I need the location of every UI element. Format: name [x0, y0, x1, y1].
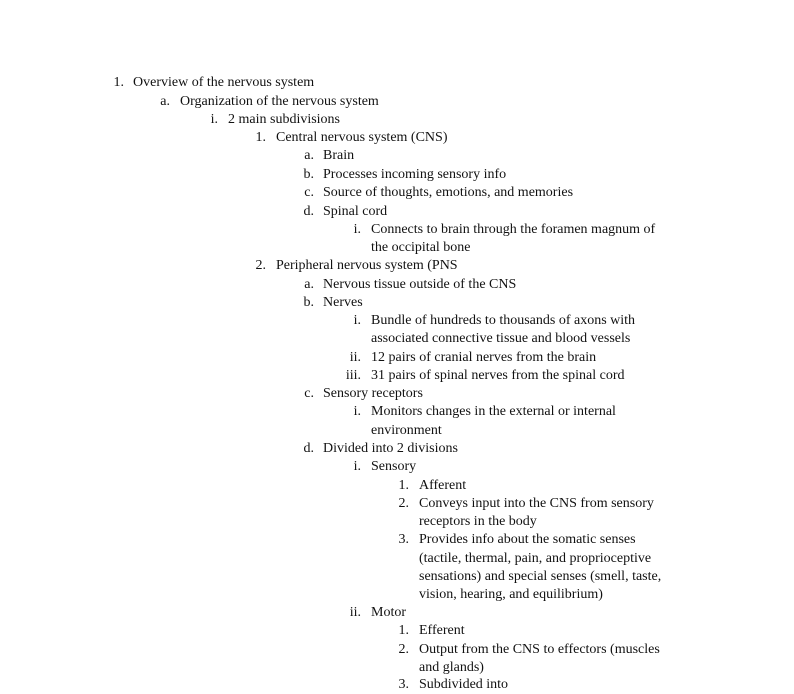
outline-text: Conveys input into the CNS from sensory [419, 496, 654, 511]
outline-text: vision, hearing, and equilibrium) [419, 587, 603, 602]
list-marker: 1. [398, 623, 409, 638]
outline-text: Monitors changes in the external or internal [371, 404, 616, 419]
outline-text: Output from the CNS to effectors (muscles [419, 642, 660, 657]
list-marker: i. [353, 222, 361, 237]
outline-text: Overview of the nervous system [133, 75, 315, 90]
outline-text: Organization of the nervous system [180, 94, 379, 109]
list-marker: b. [303, 167, 314, 182]
outline-text: associated connective tissue and blood vessels [371, 331, 631, 346]
outline-text: Processes incoming sensory info [323, 167, 507, 182]
list-marker: i. [353, 459, 361, 474]
list-marker: d. [303, 204, 314, 219]
list-marker: 3. [398, 532, 409, 547]
list-marker: 1. [255, 130, 266, 145]
outline-text: receptors in the body [419, 514, 537, 529]
list-marker: ii. [349, 350, 361, 365]
outline-text: the occipital bone [371, 240, 471, 255]
outline-text: Subdivided into [419, 677, 509, 692]
list-marker: ii. [349, 605, 361, 620]
outline-text: 12 pairs of cranial nerves from the brain [371, 350, 597, 365]
list-marker: a. [160, 94, 170, 109]
outline-text: Divided into 2 divisions [323, 441, 458, 456]
outline-text: Source of thoughts, emotions, and memories [323, 185, 574, 200]
outline-text: sensations) and special senses (smell, taste, [419, 569, 662, 584]
list-marker: 3. [398, 677, 409, 692]
outline-text: environment [371, 423, 442, 438]
outline-text: Provides info about the somatic senses [419, 532, 636, 547]
list-marker: 2. [398, 642, 409, 657]
list-marker: b. [303, 295, 314, 310]
list-marker: d. [303, 441, 314, 456]
outline-text: Motor [371, 605, 406, 620]
outline-text: Spinal cord [323, 204, 388, 219]
outline-text: Peripheral nervous system (PNS [276, 258, 458, 273]
list-marker: i. [353, 313, 361, 328]
list-marker: iii. [345, 368, 361, 383]
list-marker: 1. [113, 75, 124, 90]
list-marker: a. [304, 148, 314, 163]
outline-text: Sensory receptors [323, 386, 423, 401]
list-marker: 1. [398, 478, 409, 493]
outline-text: Brain [323, 148, 355, 163]
list-marker: i. [353, 404, 361, 419]
outline-text: 2 main subdivisions [228, 112, 341, 127]
list-marker: i. [210, 112, 218, 127]
outline-text: Afferent [419, 478, 467, 493]
outline-text: (tactile, thermal, pain, and proprioceptive [419, 551, 652, 566]
outline-text: Sensory [371, 459, 417, 474]
list-marker: c. [304, 185, 314, 200]
outline-text: Bundle of hundreds to thousands of axons with [371, 313, 636, 328]
outline-text: Efferent [419, 623, 465, 638]
list-marker: c. [304, 386, 314, 401]
outline-text: and glands) [419, 660, 484, 675]
list-marker: a. [304, 277, 314, 292]
outline-text: Connects to brain through the foramen magnum of [371, 222, 656, 237]
outline-text: Central nervous system (CNS) [276, 130, 448, 145]
outline-text: Nervous tissue outside of the CNS [323, 277, 517, 292]
list-marker: 2. [255, 258, 266, 273]
list-marker: 2. [398, 496, 409, 511]
outline-text: Nerves [323, 295, 363, 310]
outline-text: 31 pairs of spinal nerves from the spinal cord [371, 368, 625, 383]
